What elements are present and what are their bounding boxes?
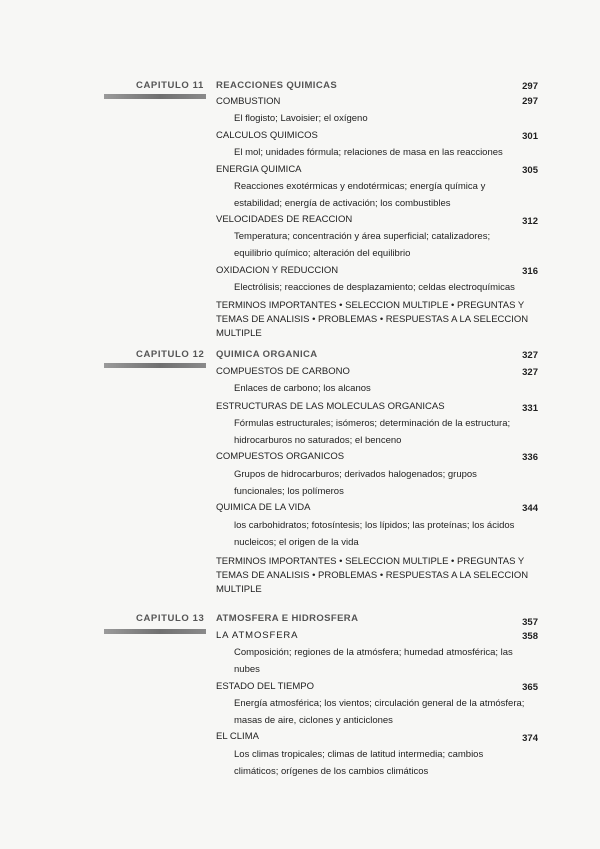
section-title: COMPUESTOS DE CARBONO [216, 366, 350, 377]
section-page-number: 336 [522, 452, 538, 463]
section-title: COMBUSTION [216, 96, 281, 107]
section-title: LA ATMOSFERA [216, 630, 299, 641]
section-description: funcionales; los polímeros [234, 486, 344, 497]
section-description: Grupos de hidrocarburos; derivados halogenados; grupos [234, 469, 477, 480]
section-description: equilibrio químico; alteración del equilibrio [234, 248, 411, 259]
section-description: nubes [234, 664, 260, 675]
section-description: Energía atmosférica; los vientos; circulación general de la atmósfera; [234, 698, 525, 709]
section-description: Los climas tropicales; climas de latitud intermedia; cambios [234, 749, 484, 760]
section-page-number: 344 [522, 503, 538, 514]
section-description: climáticos; orígenes de los cambios climáticos [234, 766, 429, 777]
chapter-page-number: 327 [522, 350, 538, 361]
section-page-number: 301 [522, 131, 538, 142]
chapter-title: REACCIONES QUIMICAS [216, 80, 338, 91]
section-title: OXIDACION Y REDUCCION [216, 265, 339, 276]
chapter-bar [104, 94, 206, 99]
section-description: Electrólisis; reacciones de desplazamiento; celdas electroquímicas [234, 282, 515, 293]
section-title: EL CLIMA [216, 731, 259, 742]
section-description: Fórmulas estructurales; isómeros; determinación de la estructura; [234, 418, 511, 429]
section-description: hidrocarburos no saturados; el benceno [234, 435, 402, 446]
chapter-label: CAPITULO 13 [136, 613, 205, 624]
section-description: Composición; regiones de la atmósfera; humedad atmosférica; las [234, 647, 513, 658]
section-page-number: 374 [522, 733, 538, 744]
section-page-number: 327 [522, 367, 538, 378]
section-title: COMPUESTOS ORGANICOS [216, 451, 345, 462]
section-description: Temperatura; concentración y área superficial; catalizadores; [234, 231, 491, 242]
section-title: CALCULOS QUIMICOS [216, 130, 318, 141]
chapter-bar [104, 363, 206, 368]
terms-line: MULTIPLE [216, 584, 262, 595]
section-page-number: 297 [522, 96, 538, 107]
section-description: Enlaces de carbono; los alcanos [234, 383, 371, 394]
section-description: El flogisto; Lavoisier; el oxígeno [234, 113, 368, 124]
chapter-title: QUIMICA ORGANICA [216, 349, 318, 360]
chapter-label: CAPITULO 11 [136, 80, 204, 91]
section-title: ESTADO DEL TIEMPO [216, 681, 315, 692]
terms-line: TEMAS DE ANALISIS • PROBLEMAS • RESPUESTAS A LA SELECCION [216, 314, 529, 325]
section-page-number: 331 [522, 403, 538, 414]
terms-line: TERMINOS IMPORTANTES • SELECCION MULTIPLE • PREGUNTAS Y [216, 556, 525, 567]
section-page-number: 312 [522, 216, 538, 227]
section-title: VELOCIDADES DE REACCION [216, 214, 353, 225]
chapter-label: CAPITULO 12 [136, 349, 205, 360]
section-description: Reacciones exotérmicas y endotérmicas; energía química y [234, 181, 486, 192]
terms-line: TEMAS DE ANALISIS • PROBLEMAS • RESPUESTAS A LA SELECCION [216, 570, 529, 581]
chapter-page-number: 297 [522, 81, 538, 92]
chapter-title: ATMOSFERA E HIDROSFERA [216, 613, 359, 624]
section-description: nucleicos; el origen de la vida [234, 537, 359, 548]
chapter-page-number: 357 [522, 617, 538, 628]
section-page-number: 316 [522, 266, 538, 277]
section-title: QUIMICA DE LA VIDA [216, 502, 311, 513]
section-page-number: 365 [522, 682, 538, 693]
section-page-number: 358 [522, 631, 538, 642]
section-description: los carbohidratos; fotosíntesis; los lípidos; las proteínas; los ácidos [234, 520, 515, 531]
terms-line: MULTIPLE [216, 328, 262, 339]
section-title: ENERGIA QUIMICA [216, 164, 302, 175]
chapter-bar [104, 629, 206, 634]
section-description: masas de aire, ciclones y anticiclones [234, 715, 393, 726]
section-page-number: 305 [522, 165, 538, 176]
section-description: estabilidad; energía de activación; los combustibles [234, 198, 451, 209]
terms-line: TERMINOS IMPORTANTES • SELECCION MULTIPLE • PREGUNTAS Y [216, 300, 525, 311]
section-title: ESTRUCTURAS DE LAS MOLECULAS ORGANICAS [216, 401, 445, 412]
section-description: El mol; unidades fórmula; relaciones de masa en las reacciones [234, 147, 503, 158]
